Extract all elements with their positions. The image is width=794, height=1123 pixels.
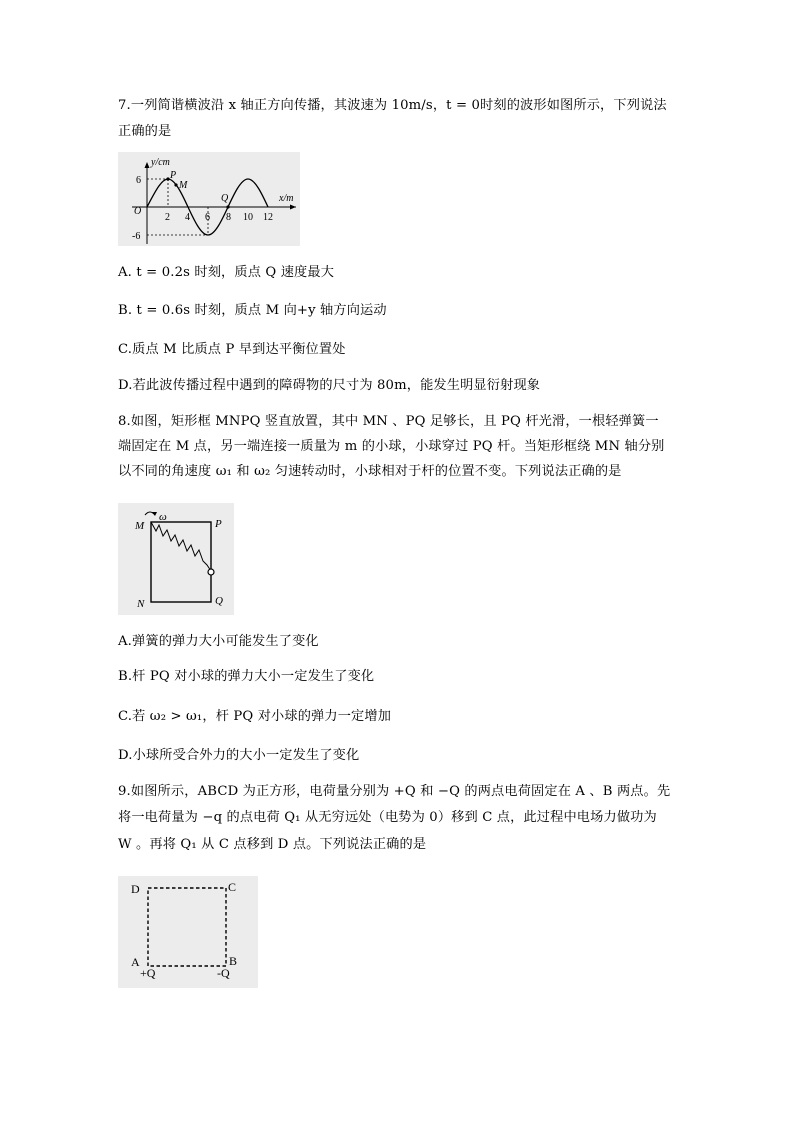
- q7-option-c: C.质点 M 比质点 P 早到达平衡位置处: [118, 342, 346, 357]
- q8-stem-line1: 8.如图，矩形框 MNPQ 竖直放置，其中 MN 、PQ 足够长，且 PQ 杆光滑，一根轻弹簧一: [118, 414, 659, 429]
- point-m-dot: [174, 183, 177, 186]
- x-axis-arrow: [290, 205, 296, 210]
- label-c: C: [228, 880, 237, 894]
- q7-option-d: D.若此波传播过程中遇到的障碍物的尺寸为 80m，能发生明显衍射现象: [118, 378, 541, 393]
- label-d: D: [131, 882, 140, 896]
- xlabel: x/m: [279, 193, 294, 204]
- q8-option-b: B.杆 PQ 对小球的弹力大小一定发生了变化: [118, 669, 375, 684]
- q8-frame-figure: [118, 503, 234, 615]
- ytick-6: 6: [136, 175, 141, 186]
- spring: [151, 522, 211, 571]
- q9-stem-line1: 9.如图所示，ABCD 为正方形，电荷量分别为 +Q 和 −Q 的两点电荷固定在 A 、B 两点。先: [118, 784, 671, 799]
- q8-stem-line2: 端固定在 M 点，另一端连接一质量为 m 的小球，小球穿过 PQ 杆。当矩形框绕 MN 轴分别: [118, 439, 665, 454]
- label-minus-q: -Q: [217, 966, 230, 980]
- q9-stem-line2: 将一电荷量为 −q 的点电荷 Q₁ 从无穷远处（电势为 0）移到 C 点，此过程中电场力做功为: [118, 810, 657, 825]
- xtick-8: 8: [226, 212, 231, 223]
- label-omega: ω: [159, 511, 167, 523]
- label-p: P: [215, 518, 222, 530]
- frame-rect: [151, 522, 211, 602]
- q9-square-figure: [118, 876, 258, 988]
- label-plus-q: +Q: [140, 966, 156, 980]
- xtick-6: 6: [205, 212, 210, 223]
- q7-option-b: B. t = 0.6s 时刻，质点 M 向+y 轴方向运动: [118, 303, 387, 318]
- q8-option-d: D.小球所受合外力的大小一定发生了变化: [118, 748, 360, 763]
- point-q-label: Q: [221, 193, 229, 204]
- ylabel: y/cm: [151, 157, 170, 168]
- xtick-10: 10: [243, 212, 253, 223]
- ball: [208, 569, 214, 575]
- q7-stem-line2: 正确的是: [118, 124, 172, 139]
- label-a: A: [131, 955, 140, 969]
- q9-stem-line3: W 。再将 Q₁ 从 C 点移到 D 点。下列说法正确的是: [118, 837, 427, 852]
- rotation-arrowhead: [152, 512, 157, 516]
- label-q: Q: [215, 595, 223, 607]
- xtick-2: 2: [165, 212, 170, 223]
- ytick-neg6: -6: [132, 231, 141, 242]
- q7-wave-figure: [118, 152, 300, 246]
- q8-stem-line3: 以不同的角速度 ω₁ 和 ω₂ 匀速转动时，小球相对于杆的位置不变。下列说法正确的是: [118, 464, 622, 479]
- q7-stem-line1: 7.一列简谐横波沿 x 轴正方向传播，其波速为 10m/s，t = 0时刻的波形如图所示，下列说法: [118, 98, 667, 113]
- label-n: N: [137, 598, 145, 610]
- q7-option-a: A. t = 0.2s 时刻，质点 Q 速度最大: [118, 265, 335, 280]
- point-p-label: P: [170, 170, 177, 181]
- square-abcd: [148, 888, 226, 966]
- point-q-dot: [226, 205, 229, 208]
- point-m-label: M: [179, 180, 188, 191]
- xtick-12: 12: [263, 212, 273, 223]
- q8-option-c: C.若 ω₂ > ω₁，杆 PQ 对小球的弹力一定增加: [118, 709, 392, 724]
- y-axis-arrow: [145, 162, 150, 168]
- label-b: B: [229, 954, 238, 968]
- xtick-4: 4: [185, 212, 190, 223]
- origin-label: O: [134, 206, 142, 217]
- label-m: M: [135, 520, 145, 532]
- q8-option-a: A.弹簧的弹力大小可能发生了变化: [118, 634, 319, 649]
